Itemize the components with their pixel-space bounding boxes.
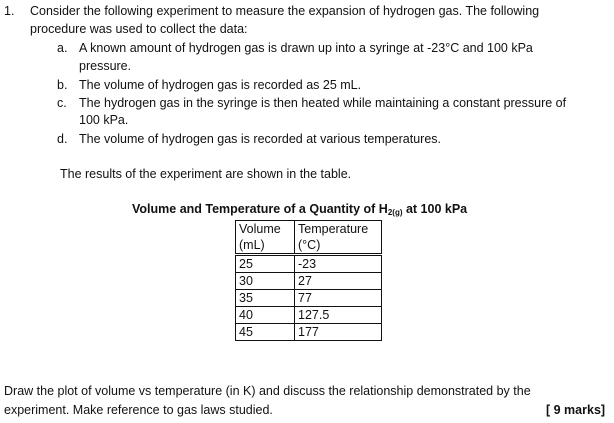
marks-label: [ 9 marks] bbox=[546, 403, 606, 417]
table-row bbox=[236, 290, 382, 307]
step-b-text-1: The volume of hydrogen gas is recorded as 25 mL. bbox=[79, 78, 362, 92]
header-temperature-unit: (°C) bbox=[295, 237, 382, 255]
table-row bbox=[236, 307, 382, 324]
table-row bbox=[236, 273, 382, 290]
step-a-text-2: pressure. bbox=[79, 59, 132, 73]
step-c-label: c. bbox=[57, 96, 67, 110]
table-caption bbox=[132, 202, 467, 217]
results-text: The results of the experiment are shown in the table. bbox=[60, 167, 352, 181]
cell-volume: 40 bbox=[236, 307, 295, 324]
header-volume: Volume bbox=[236, 221, 295, 238]
data-table bbox=[235, 220, 382, 341]
step-a-label: a. bbox=[57, 41, 68, 55]
step-d-text-1: The volume of hydrogen gas is recorded at various temperatures. bbox=[79, 132, 441, 146]
intro-line-2: procedure was used to collect the data: bbox=[30, 22, 248, 36]
table-row bbox=[236, 324, 382, 341]
header-temperature: Temperature bbox=[295, 221, 382, 238]
table-row bbox=[236, 255, 382, 273]
step-b-label: b. bbox=[57, 78, 68, 92]
cell-volume: 25 bbox=[236, 255, 295, 273]
cell-temperature: 27 bbox=[295, 273, 382, 290]
cell-volume: 45 bbox=[236, 324, 295, 341]
cell-volume: 35 bbox=[236, 290, 295, 307]
intro-line-1: Consider the following experiment to measure the expansion of hydrogen gas. The following bbox=[30, 4, 540, 18]
caption-prefix: Volume and Temperature of a Quantity of H bbox=[132, 202, 388, 216]
step-c-text-1: The hydrogen gas in the syringe is then heated while maintaining a constant pressure of bbox=[79, 96, 567, 110]
step-c-text-2: 100 kPa. bbox=[79, 113, 129, 127]
caption-subscript: 2(g) bbox=[387, 208, 403, 217]
caption-suffix: at 100 kPa bbox=[402, 202, 468, 216]
cell-temperature: 177 bbox=[295, 324, 382, 341]
cell-temperature: 127.5 bbox=[295, 307, 382, 324]
step-d-label: d. bbox=[57, 132, 68, 146]
cell-temperature: 77 bbox=[295, 290, 382, 307]
task-line-2: experiment. Make reference to gas laws studied. bbox=[4, 403, 273, 417]
cell-temperature: -23 bbox=[295, 255, 382, 273]
header-volume-unit: (mL) bbox=[236, 237, 295, 255]
question-number: 1. bbox=[4, 4, 15, 18]
cell-volume: 30 bbox=[236, 273, 295, 290]
task-line-1: Draw the plot of volume vs temperature (in K) and discuss the relationship demonstrated by the bbox=[4, 384, 531, 398]
step-a-text-1: A known amount of hydrogen gas is drawn up into a syringe at -23°C and 100 kPa bbox=[79, 41, 533, 55]
